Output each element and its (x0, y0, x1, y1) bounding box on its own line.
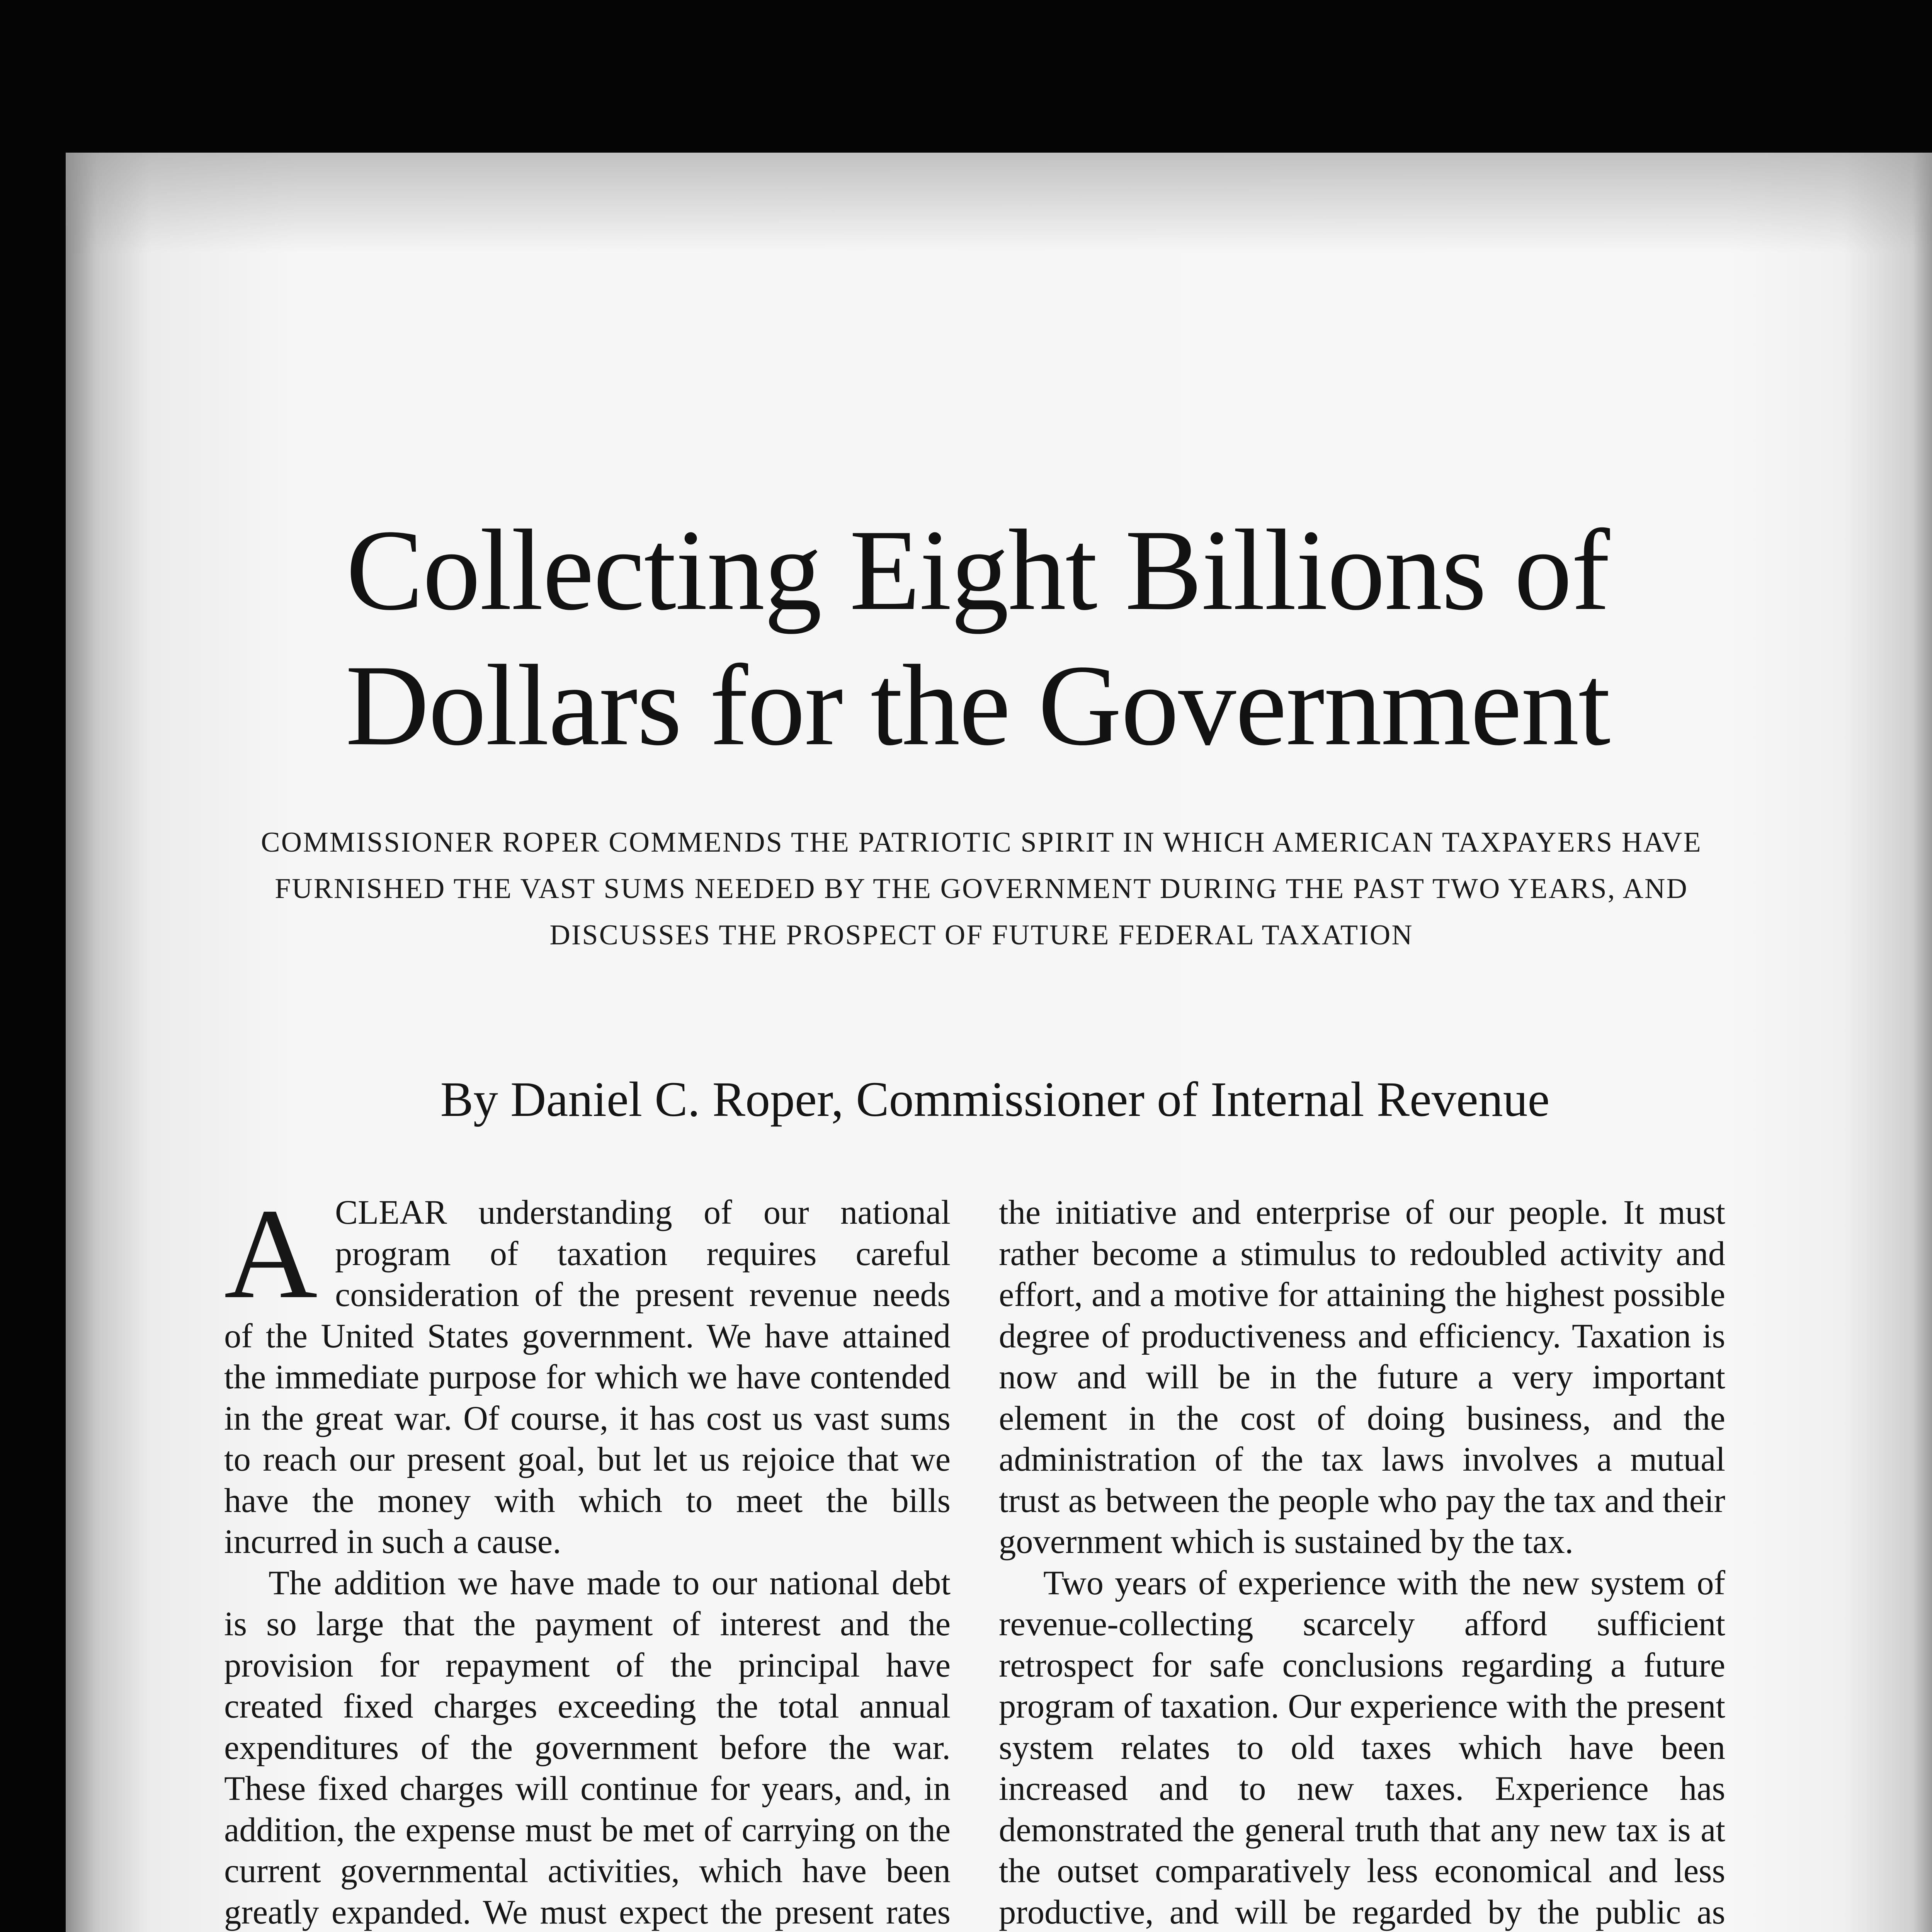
paragraph-2: The addition we have made to our national debt is so large that the payment of interest and the provision for repayment of the principal have created fixed charges exceeding the total annual expenditures of the government before the war. These fixed charges will continue for years, and, in addition, the expense must be met of carrying on the current governmental activities, which have been greatly expanded. We must expect the present rates (224, 1564, 951, 1931)
right-column (999, 1192, 1725, 1932)
article-title: Collecting Eight Billions of Dollars for the Government (345, 506, 1610, 769)
drop-cap: A (224, 1182, 318, 1325)
paragraph-5: Two years of experience with the new system of revenue-collecting scarcely afford sufficient retrospect for safe conclusions regarding a future program of taxation. Our experience with the present system relates to old taxes which have been increased and to new taxes. Experience has demonstrated the general truth that any new tax is at the outset comparatively less economical and less productive, and will be regarded by the public as (999, 1564, 1725, 1931)
left-column (224, 1182, 951, 1932)
article-deck: COMMISSIONER ROPER COMMENDS THE PATRIOTIC SPIRIT IN WHICH AMERICAN TAXPAYERS HAVE FURNISHED THE VAST SUMS NEEDED BY THE GOVERNMENT DURING THE PAST TWO YEARS, AND DISCUSSES THE PROSPECT OF FUTURE FEDERAL TAXATION (261, 827, 1702, 951)
paragraph-1-text: CLEAR understanding of our national program of taxation requires careful consideration of the present revenue needs of the United States government. We have attained the immediate purpose for which we have contended in the great war. Of course, it has cost us vast sums to reach our present goal, but let us rejoice that we have the money with which to meet the bills incurred in such a cause. (224, 1194, 951, 1561)
paragraph-1 (224, 1182, 951, 1563)
paragraph-4-continued: the initiative and enterprise of our people. It must rather become a stimulus to redoubled activity and effort, and a motive for attaining the highest possible degree of productiveness and efficiency. Taxation is now and will be in the future a very important element in the cost of doing business, and the administration of the tax laws involves a mutual trust as between the people who pay the tax and their government which is sustained by the tax. (999, 1194, 1725, 1561)
article-byline: By Daniel C. Roper, Commissioner of Internal Revenue (440, 1072, 1550, 1127)
